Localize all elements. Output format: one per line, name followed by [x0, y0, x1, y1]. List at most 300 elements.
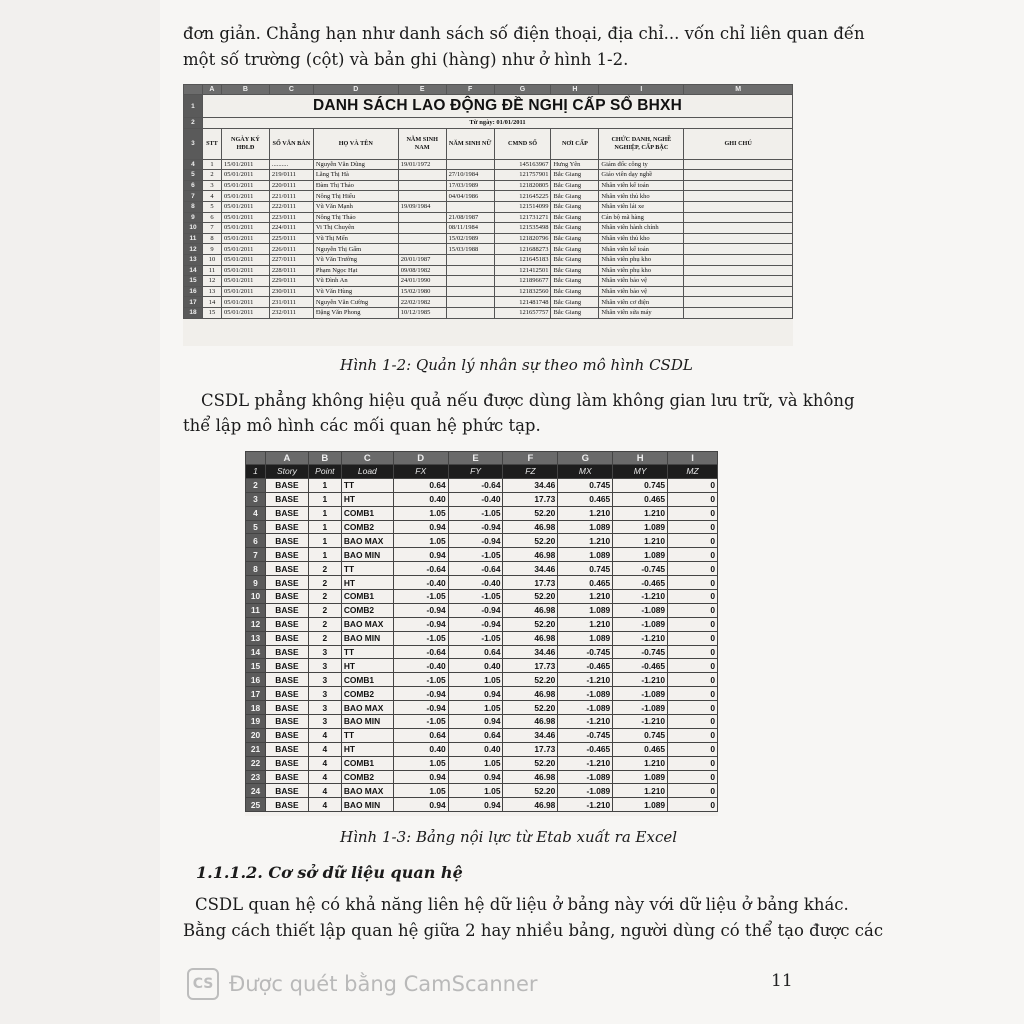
table-cell: 1.089	[613, 548, 668, 562]
column-letter: F	[446, 85, 494, 95]
table-cell	[446, 286, 494, 297]
table-cell: 3	[308, 659, 341, 673]
table-row	[184, 233, 793, 244]
column-letter: E	[448, 452, 503, 465]
table-cell: Nông Thị Thảo	[313, 212, 398, 223]
table-cell: 1.210	[558, 617, 613, 631]
table-cell: 6	[202, 212, 221, 223]
table-cell: -0.94	[393, 617, 448, 631]
column-header: Story	[265, 465, 308, 479]
table-row	[246, 673, 718, 687]
table-cell: 0	[668, 562, 718, 576]
table-cell: 0	[668, 617, 718, 631]
table-cell: -1.089	[613, 687, 668, 701]
row-number: 1	[184, 95, 203, 118]
table-cell: 0.465	[558, 576, 613, 590]
table-cell: 3	[308, 673, 341, 687]
table-cell: 19/01/1972	[398, 159, 446, 170]
table-cell: -0.94	[448, 520, 503, 534]
table-cell: 1.05	[448, 756, 503, 770]
table-cell: 34.46	[503, 562, 558, 576]
table-cell: 0	[668, 631, 718, 645]
figure-1-3-caption: Hình 1-3: Bảng nội lực từ Etab xuất ra Excel	[340, 828, 678, 846]
column-letter: H	[613, 452, 668, 465]
table-cell: 4	[308, 742, 341, 756]
column-letter: H	[551, 85, 599, 95]
table-cell: Giám đốc công ty	[599, 159, 684, 170]
table-cell: 1.089	[558, 548, 613, 562]
row-number: 11	[184, 233, 203, 244]
sheet-title: DANH SÁCH LAO ĐỘNG ĐỀ NGHỊ CẤP SỔ BHXH	[202, 95, 792, 118]
table-cell: Vi Thị Chuyên	[313, 223, 398, 234]
table-cell: HT	[341, 659, 393, 673]
table-cell: -0.745	[558, 645, 613, 659]
column-letter: E	[398, 85, 446, 95]
table-cell: 05/01/2011	[221, 191, 269, 202]
table-cell: 1.089	[613, 770, 668, 784]
figure-1-2-caption: Hình 1-2: Quản lý nhân sự theo mô hình CSDL	[340, 356, 693, 374]
table-cell: -0.64	[393, 562, 448, 576]
table-cell: BAO MAX	[341, 701, 393, 715]
table-row	[246, 576, 718, 590]
table-cell: 1.210	[613, 756, 668, 770]
watermark-text: Được quét bằng CamScanner	[229, 972, 538, 996]
table-cell: BASE	[265, 506, 308, 520]
table-cell: 05/01/2011	[221, 286, 269, 297]
table-cell: 4	[308, 784, 341, 798]
table-cell: 219/0111	[269, 170, 313, 181]
table-cell: 7	[202, 223, 221, 234]
table-cell: 121645183	[494, 254, 551, 265]
row-number: 23	[246, 770, 266, 784]
table-row	[184, 201, 793, 212]
table-cell: 0.745	[558, 562, 613, 576]
row-number: 17	[184, 297, 203, 308]
table-row	[184, 254, 793, 265]
table-row	[246, 728, 718, 742]
table-cell: 226/0111	[269, 244, 313, 255]
column-letter: G	[494, 85, 551, 95]
table-cell: 121688273	[494, 244, 551, 255]
table-cell: Nhân viên bảo vệ	[599, 286, 684, 297]
column-letter: C	[269, 85, 313, 95]
table-cell: 121731271	[494, 212, 551, 223]
table-cell: -0.465	[613, 659, 668, 673]
paragraph-1-line-2: một số trường (cột) và bản ghi (hàng) như ở hình 1-2.	[183, 50, 629, 69]
table-cell: 0.745	[613, 728, 668, 742]
table-row	[246, 617, 718, 631]
table-cell: 121820796	[494, 233, 551, 244]
table-cell: -0.465	[613, 576, 668, 590]
table-cell: 3	[202, 180, 221, 191]
table-cell: 0.94	[448, 770, 503, 784]
table-cell: -0.40	[393, 659, 448, 673]
table-cell: -1.210	[613, 673, 668, 687]
table-cell: 0	[668, 798, 718, 812]
table-cell	[398, 180, 446, 191]
table-cell: 229/0111	[269, 276, 313, 287]
table-cell: 3	[308, 701, 341, 715]
table-cell: -1.089	[558, 770, 613, 784]
column-header: NƠI CẤP	[551, 128, 599, 159]
table-cell: Nhân viên cơ điện	[599, 297, 684, 308]
table-cell: -1.210	[558, 715, 613, 729]
table-row	[246, 645, 718, 659]
table-cell: 1.05	[393, 784, 448, 798]
table-cell: 2	[308, 631, 341, 645]
table-cell: 0.745	[558, 478, 613, 492]
table-cell	[684, 233, 793, 244]
table-cell: -0.745	[613, 645, 668, 659]
column-letter: A	[202, 85, 221, 95]
table-cell: 145163967	[494, 159, 551, 170]
table-cell	[684, 244, 793, 255]
table-cell: 0.465	[558, 492, 613, 506]
table-cell: COMB1	[341, 756, 393, 770]
table-row	[246, 770, 718, 784]
table-cell: Bắc Giang	[551, 212, 599, 223]
table-cell: 46.98	[503, 798, 558, 812]
table-cell: 1.05	[448, 701, 503, 715]
table-cell: 52.20	[503, 756, 558, 770]
table-cell: Bắc Giang	[551, 191, 599, 202]
table-cell: 46.98	[503, 770, 558, 784]
table-cell: Nhân viên thủ kho	[599, 191, 684, 202]
table-cell: 0.64	[393, 728, 448, 742]
row-number: 3	[184, 128, 203, 159]
table-cell: 1	[202, 159, 221, 170]
table-cell: BAO MIN	[341, 548, 393, 562]
table-cell: 0	[668, 701, 718, 715]
table-cell: 1	[308, 478, 341, 492]
table-cell: Bắc Giang	[551, 180, 599, 191]
table-cell	[398, 170, 446, 181]
table-cell: Nhân viên kế toán	[599, 180, 684, 191]
table-cell: BAO MIN	[341, 715, 393, 729]
table-cell: -1.210	[613, 715, 668, 729]
table-cell: BASE	[265, 673, 308, 687]
table-cell: 52.20	[503, 534, 558, 548]
table-cell: 228/0111	[269, 265, 313, 276]
table-cell: 05/01/2011	[221, 265, 269, 276]
table-cell: 0	[668, 673, 718, 687]
table-cell	[684, 307, 793, 318]
table-cell: 1.089	[558, 631, 613, 645]
table-cell: Nguyễn Thị Gấm	[313, 244, 398, 255]
row-number: 8	[246, 562, 266, 576]
table-cell: -0.40	[448, 492, 503, 506]
table-cell: 46.98	[503, 687, 558, 701]
table-cell	[684, 180, 793, 191]
table-cell: -0.40	[448, 576, 503, 590]
table-cell: BASE	[265, 756, 308, 770]
table-cell: BASE	[265, 478, 308, 492]
table-cell: 17.73	[503, 742, 558, 756]
table-cell	[684, 191, 793, 202]
row-number: 13	[246, 631, 266, 645]
column-header: FZ	[503, 465, 558, 479]
table-cell: 3	[308, 715, 341, 729]
column-letter: D	[393, 452, 448, 465]
table-cell: 121535498	[494, 223, 551, 234]
table-cell	[398, 223, 446, 234]
table-cell: -1.05	[393, 590, 448, 604]
table-cell: TT	[341, 562, 393, 576]
employee-table	[183, 84, 793, 319]
table-cell: Nhân viên phụ kho	[599, 254, 684, 265]
table-cell: TT	[341, 478, 393, 492]
table-cell: 15	[202, 307, 221, 318]
table-cell: 225/0111	[269, 233, 313, 244]
column-header: MY	[613, 465, 668, 479]
table-cell: 46.98	[503, 631, 558, 645]
table-cell: 1.089	[613, 520, 668, 534]
table-cell: -0.465	[558, 742, 613, 756]
table-cell: 1.089	[613, 798, 668, 812]
paragraph-2-line-1: CSDL phẳng không hiệu quả nếu được dùng làm không gian lưu trữ, và không	[201, 391, 855, 410]
row-number: 12	[246, 617, 266, 631]
table-cell: COMB2	[341, 520, 393, 534]
table-cell: Nguyễn Văn Dũng	[313, 159, 398, 170]
table-cell: Nguyễn Văn Cường	[313, 297, 398, 308]
table-cell: -1.05	[448, 548, 503, 562]
table-cell: 224/0111	[269, 223, 313, 234]
table-cell: 0	[668, 770, 718, 784]
row-number: 7	[246, 548, 266, 562]
table-cell: Bắc Giang	[551, 170, 599, 181]
table-cell: 8	[202, 233, 221, 244]
table-cell: 3	[308, 687, 341, 701]
column-header: Load	[341, 465, 393, 479]
table-cell	[684, 223, 793, 234]
row-number: 8	[184, 201, 203, 212]
table-cell: 05/01/2011	[221, 276, 269, 287]
table-cell	[684, 170, 793, 181]
table-cell: BASE	[265, 645, 308, 659]
table-cell: 05/01/2011	[221, 170, 269, 181]
table-cell: 4	[308, 756, 341, 770]
table-cell: 0	[668, 548, 718, 562]
table-cell: TT	[341, 645, 393, 659]
table-cell: 0.64	[448, 645, 503, 659]
table-cell: 221/0111	[269, 191, 313, 202]
table-row	[246, 478, 718, 492]
table-row	[246, 687, 718, 701]
table-cell: BASE	[265, 534, 308, 548]
table-cell: Bắc Giang	[551, 307, 599, 318]
table-cell: 52.20	[503, 673, 558, 687]
table-cell: BASE	[265, 590, 308, 604]
column-header: HỌ VÀ TÊN	[313, 128, 398, 159]
table-cell: 04/04/1986	[446, 191, 494, 202]
table-cell: 121514099	[494, 201, 551, 212]
table-cell: -0.94	[448, 617, 503, 631]
table-cell: COMB2	[341, 770, 393, 784]
table-cell: 46.98	[503, 548, 558, 562]
column-letter-row	[184, 85, 793, 95]
table-cell: Giáo viên dạy nghề	[599, 170, 684, 181]
table-cell: 0	[668, 728, 718, 742]
column-header: MX	[558, 465, 613, 479]
column-letter: I	[599, 85, 684, 95]
table-row	[246, 715, 718, 729]
table-cell: 1.089	[558, 603, 613, 617]
table-cell: 05/01/2011	[221, 212, 269, 223]
table-row	[246, 534, 718, 548]
table-cell: -1.05	[393, 715, 448, 729]
table-cell: -1.05	[448, 590, 503, 604]
table-cell: Bắc Giang	[551, 276, 599, 287]
table-row	[184, 159, 793, 170]
table-cell	[684, 265, 793, 276]
table-cell: 05/01/2011	[221, 244, 269, 255]
table-cell: Bắc Giang	[551, 254, 599, 265]
column-header: FY	[448, 465, 503, 479]
table-cell: 52.20	[503, 784, 558, 798]
row-number: 4	[184, 159, 203, 170]
table-cell: -1.210	[558, 673, 613, 687]
column-header: GHI CHÚ	[684, 128, 793, 159]
camscanner-watermark	[187, 966, 538, 1002]
table-cell: 34.46	[503, 728, 558, 742]
table-cell: 1	[308, 548, 341, 562]
table-cell: 1.210	[613, 534, 668, 548]
table-cell: 10	[202, 254, 221, 265]
table-cell	[684, 201, 793, 212]
table-cell: BASE	[265, 520, 308, 534]
table-cell: 121820805	[494, 180, 551, 191]
table-cell: 17.73	[503, 576, 558, 590]
table-cell	[398, 191, 446, 202]
table-cell	[446, 201, 494, 212]
table-cell: 0.94	[393, 520, 448, 534]
table-cell: -1.05	[448, 631, 503, 645]
table-cell: 15/02/1980	[398, 286, 446, 297]
table-cell: -1.089	[613, 603, 668, 617]
table-cell: Nhân viên phụ kho	[599, 265, 684, 276]
table-cell: 4	[308, 798, 341, 812]
table-row	[246, 784, 718, 798]
table-cell: 4	[308, 770, 341, 784]
row-number: 1	[246, 465, 266, 479]
table-cell: 46.98	[503, 715, 558, 729]
table-cell: 5	[202, 201, 221, 212]
row-number: 13	[184, 254, 203, 265]
table-cell	[684, 254, 793, 265]
table-cell: Nhân viên bảo vệ	[599, 276, 684, 287]
table-cell: 05/01/2011	[221, 307, 269, 318]
column-letter: A	[265, 452, 308, 465]
table-cell: 05/01/2011	[221, 297, 269, 308]
table-cell: 2	[308, 590, 341, 604]
row-number: 22	[246, 756, 266, 770]
table-row	[246, 631, 718, 645]
row-number: 24	[246, 784, 266, 798]
table-row	[246, 756, 718, 770]
table-cell: 2	[308, 562, 341, 576]
row-number: 14	[184, 265, 203, 276]
table-cell: Vũ Văn Mạnh	[313, 201, 398, 212]
row-number: 16	[246, 673, 266, 687]
table-cell	[684, 159, 793, 170]
table-cell: -1.089	[558, 784, 613, 798]
table-cell: Nhân viên sửa máy	[599, 307, 684, 318]
table-cell: -1.210	[558, 756, 613, 770]
table-cell: 12	[202, 276, 221, 287]
table-cell: 15/02/1989	[446, 233, 494, 244]
table-cell: Vũ Đình An	[313, 276, 398, 287]
table-cell: 05/01/2011	[221, 223, 269, 234]
table-cell: 05/01/2011	[221, 233, 269, 244]
section-heading: 1.1.1.2. Cơ sở dữ liệu quan hệ	[196, 863, 463, 882]
table-cell: 2	[308, 603, 341, 617]
table-cell: 2	[308, 576, 341, 590]
corner-cell	[184, 85, 203, 95]
table-cell: 11	[202, 265, 221, 276]
paragraph-3-line-1: CSDL quan hệ có khả năng liên hệ dữ liệu ở bảng này với dữ liệu ở bảng khác.	[195, 895, 849, 914]
column-header: MZ	[668, 465, 718, 479]
table-cell: 121645225	[494, 191, 551, 202]
table-cell: -1.210	[558, 798, 613, 812]
table-cell: 52.20	[503, 506, 558, 520]
table-cell: 0	[668, 687, 718, 701]
title-row	[184, 95, 793, 118]
table-cell	[446, 254, 494, 265]
table-cell: 9	[202, 244, 221, 255]
paragraph-3-line-2: Bằng cách thiết lập quan hệ giữa 2 hay nhiều bảng, người dùng có thể tạo được các	[183, 921, 884, 940]
table-cell: Vũ Văn Hùng	[313, 286, 398, 297]
table-cell: COMB1	[341, 673, 393, 687]
table-row	[184, 276, 793, 287]
table-cell: 0.94	[448, 687, 503, 701]
table-cell: 121412501	[494, 265, 551, 276]
table-row	[184, 307, 793, 318]
table-cell: BAO MAX	[341, 784, 393, 798]
row-number: 5	[184, 170, 203, 181]
table-cell: -1.05	[448, 506, 503, 520]
table-cell: 0.94	[393, 770, 448, 784]
table-cell: -1.05	[393, 673, 448, 687]
table-cell: -0.745	[558, 728, 613, 742]
table-cell: 17.73	[503, 659, 558, 673]
table-row	[184, 212, 793, 223]
table-cell: -0.64	[448, 478, 503, 492]
table-cell: -0.64	[448, 562, 503, 576]
table-cell	[684, 297, 793, 308]
table-row	[184, 180, 793, 191]
table-cell: 232/0111	[269, 307, 313, 318]
table-row	[246, 562, 718, 576]
table-cell: 27/10/1984	[446, 170, 494, 181]
table-cell: 2	[202, 170, 221, 181]
table-cell: BASE	[265, 659, 308, 673]
table-cell: 0	[668, 784, 718, 798]
column-header: SỐ VĂN BẢN	[269, 128, 313, 159]
table-cell: 1.210	[558, 506, 613, 520]
table-cell: Phạm Ngọc Hạt	[313, 265, 398, 276]
table-row	[246, 492, 718, 506]
table-cell	[398, 212, 446, 223]
table-cell: HT	[341, 492, 393, 506]
row-number: 20	[246, 728, 266, 742]
table-cell: 09/08/1982	[398, 265, 446, 276]
table-cell: 121757901	[494, 170, 551, 181]
table-cell: Nhân viên hành chính	[599, 223, 684, 234]
table-row	[246, 742, 718, 756]
table-cell: 230/0111	[269, 286, 313, 297]
column-letter: I	[668, 452, 718, 465]
row-number: 10	[246, 590, 266, 604]
